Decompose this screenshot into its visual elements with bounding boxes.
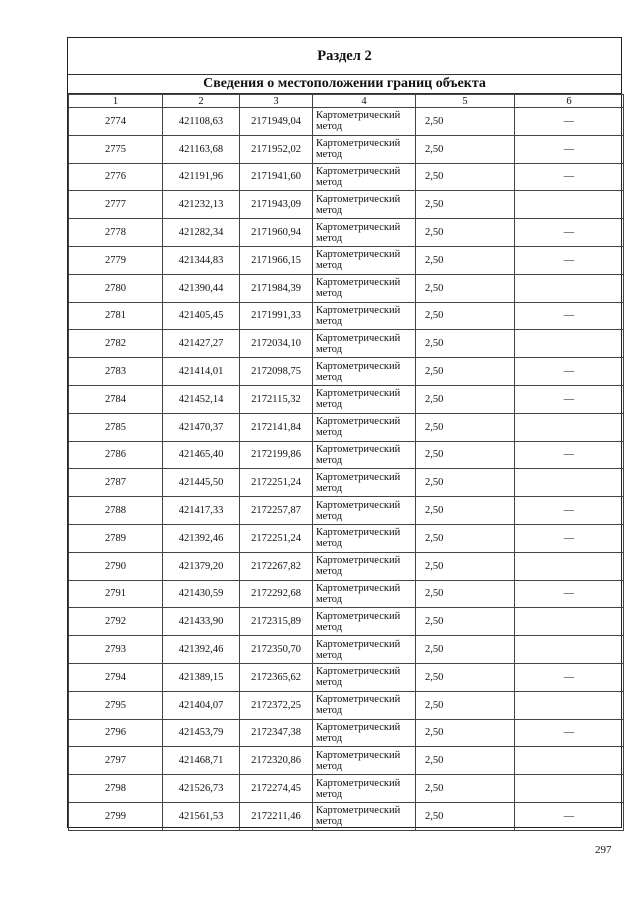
table-row — [69, 302, 624, 330]
y-coordinate-cell: 2172199,86 — [240, 441, 313, 469]
table-row — [69, 691, 624, 719]
method-cell: Картометрический метод — [313, 552, 416, 580]
y-coordinate-cell: 2172115,32 — [240, 385, 313, 413]
x-coordinate-cell: 421392,46 — [163, 636, 240, 664]
method-cell: Картометрический метод — [313, 497, 416, 525]
description-cell — [515, 552, 624, 580]
table-row — [69, 274, 624, 302]
accuracy-cell: 2,50 — [416, 330, 515, 358]
x-coordinate-cell: 421445,50 — [163, 469, 240, 497]
x-coordinate-cell: 421389,15 — [163, 663, 240, 691]
accuracy-cell: 2,50 — [416, 580, 515, 608]
table-row — [69, 163, 624, 191]
table-row — [69, 358, 624, 386]
table-row — [69, 747, 624, 775]
y-coordinate-cell: 2172350,70 — [240, 636, 313, 664]
column-header: 5 — [416, 95, 515, 108]
x-coordinate-cell: 421430,59 — [163, 580, 240, 608]
point-number-cell: 2788 — [69, 497, 163, 525]
y-coordinate-cell: 2171941,60 — [240, 163, 313, 191]
table-row — [69, 775, 624, 803]
table-title: Сведения о местоположении границ объекта — [68, 74, 621, 94]
description-cell: — — [515, 719, 624, 747]
description-cell — [515, 413, 624, 441]
method-cell: Картометрический метод — [313, 802, 416, 830]
page-number: 297 — [595, 844, 612, 856]
accuracy-cell: 2,50 — [416, 691, 515, 719]
accuracy-cell: 2,50 — [416, 802, 515, 830]
x-coordinate-cell: 421470,37 — [163, 413, 240, 441]
point-number-cell: 2792 — [69, 608, 163, 636]
method-cell: Картометрический метод — [313, 469, 416, 497]
y-coordinate-cell: 2171943,09 — [240, 191, 313, 219]
x-coordinate-cell: 421379,20 — [163, 552, 240, 580]
description-cell — [515, 608, 624, 636]
accuracy-cell: 2,50 — [416, 163, 515, 191]
point-number-cell: 2781 — [69, 302, 163, 330]
method-cell: Картометрический метод — [313, 108, 416, 136]
x-coordinate-cell: 421390,44 — [163, 274, 240, 302]
method-cell: Картометрический метод — [313, 719, 416, 747]
description-cell: — — [515, 246, 624, 274]
description-cell: — — [515, 135, 624, 163]
y-coordinate-cell: 2172315,89 — [240, 608, 313, 636]
method-cell: Картометрический метод — [313, 385, 416, 413]
y-coordinate-cell: 2172251,24 — [240, 524, 313, 552]
point-number-cell: 2776 — [69, 163, 163, 191]
point-number-cell: 2775 — [69, 135, 163, 163]
y-coordinate-cell: 2171984,39 — [240, 274, 313, 302]
accuracy-cell: 2,50 — [416, 441, 515, 469]
description-cell: — — [515, 219, 624, 247]
table-header-row — [69, 95, 624, 108]
x-coordinate-cell: 421405,45 — [163, 302, 240, 330]
column-header: 2 — [163, 95, 240, 108]
method-cell: Картометрический метод — [313, 413, 416, 441]
description-cell: — — [515, 580, 624, 608]
accuracy-cell: 2,50 — [416, 497, 515, 525]
method-cell: Картометрический метод — [313, 441, 416, 469]
description-cell: — — [515, 108, 624, 136]
point-number-cell: 2780 — [69, 274, 163, 302]
x-coordinate-cell: 421282,34 — [163, 219, 240, 247]
method-cell: Картометрический метод — [313, 663, 416, 691]
accuracy-cell: 2,50 — [416, 385, 515, 413]
y-coordinate-cell: 2172347,38 — [240, 719, 313, 747]
accuracy-cell: 2,50 — [416, 469, 515, 497]
point-number-cell: 2789 — [69, 524, 163, 552]
method-cell: Картометрический метод — [313, 636, 416, 664]
description-cell: — — [515, 802, 624, 830]
x-coordinate-cell: 421465,40 — [163, 441, 240, 469]
y-coordinate-cell: 2172141,84 — [240, 413, 313, 441]
method-cell: Картометрический метод — [313, 219, 416, 247]
table-row — [69, 413, 624, 441]
column-header: 1 — [69, 95, 163, 108]
table-row — [69, 636, 624, 664]
accuracy-cell: 2,50 — [416, 219, 515, 247]
point-number-cell: 2791 — [69, 580, 163, 608]
x-coordinate-cell: 421453,79 — [163, 719, 240, 747]
description-cell: — — [515, 358, 624, 386]
method-cell: Картометрический метод — [313, 163, 416, 191]
table-row — [69, 108, 624, 136]
x-coordinate-cell: 421417,33 — [163, 497, 240, 525]
point-number-cell: 2795 — [69, 691, 163, 719]
accuracy-cell: 2,50 — [416, 191, 515, 219]
method-cell: Картометрический метод — [313, 330, 416, 358]
table-row — [69, 580, 624, 608]
table-row — [69, 802, 624, 830]
point-number-cell: 2797 — [69, 747, 163, 775]
point-number-cell: 2777 — [69, 191, 163, 219]
description-cell — [515, 469, 624, 497]
accuracy-cell: 2,50 — [416, 413, 515, 441]
table-row — [69, 219, 624, 247]
accuracy-cell: 2,50 — [416, 747, 515, 775]
method-cell: Картометрический метод — [313, 747, 416, 775]
method-cell: Картометрический метод — [313, 246, 416, 274]
x-coordinate-cell: 421561,53 — [163, 802, 240, 830]
point-number-cell: 2785 — [69, 413, 163, 441]
x-coordinate-cell: 421163,68 — [163, 135, 240, 163]
y-coordinate-cell: 2172251,24 — [240, 469, 313, 497]
y-coordinate-cell: 2172034,10 — [240, 330, 313, 358]
x-coordinate-cell: 421526,73 — [163, 775, 240, 803]
y-coordinate-cell: 2171966,15 — [240, 246, 313, 274]
table-row — [69, 441, 624, 469]
y-coordinate-cell: 2172365,62 — [240, 663, 313, 691]
y-coordinate-cell: 2172292,68 — [240, 580, 313, 608]
accuracy-cell: 2,50 — [416, 246, 515, 274]
document-frame — [67, 37, 622, 828]
accuracy-cell: 2,50 — [416, 775, 515, 803]
description-cell: — — [515, 302, 624, 330]
y-coordinate-cell: 2171991,33 — [240, 302, 313, 330]
description-cell — [515, 775, 624, 803]
accuracy-cell: 2,50 — [416, 302, 515, 330]
point-number-cell: 2782 — [69, 330, 163, 358]
point-number-cell: 2796 — [69, 719, 163, 747]
y-coordinate-cell: 2171949,04 — [240, 108, 313, 136]
accuracy-cell: 2,50 — [416, 552, 515, 580]
method-cell: Картометрический метод — [313, 775, 416, 803]
point-number-cell: 2790 — [69, 552, 163, 580]
y-coordinate-cell: 2172211,46 — [240, 802, 313, 830]
method-cell: Картометрический метод — [313, 191, 416, 219]
y-coordinate-cell: 2172320,86 — [240, 747, 313, 775]
accuracy-cell: 2,50 — [416, 274, 515, 302]
method-cell: Картометрический метод — [313, 580, 416, 608]
point-number-cell: 2799 — [69, 802, 163, 830]
accuracy-cell: 2,50 — [416, 524, 515, 552]
point-number-cell: 2778 — [69, 219, 163, 247]
table-row — [69, 497, 624, 525]
accuracy-cell: 2,50 — [416, 358, 515, 386]
description-cell — [515, 691, 624, 719]
y-coordinate-cell: 2172267,82 — [240, 552, 313, 580]
accuracy-cell: 2,50 — [416, 608, 515, 636]
x-coordinate-cell: 421404,07 — [163, 691, 240, 719]
table-row — [69, 385, 624, 413]
point-number-cell: 2793 — [69, 636, 163, 664]
description-cell: — — [515, 163, 624, 191]
point-number-cell: 2794 — [69, 663, 163, 691]
x-coordinate-cell: 421414,01 — [163, 358, 240, 386]
point-number-cell: 2787 — [69, 469, 163, 497]
description-cell — [515, 636, 624, 664]
table-row — [69, 552, 624, 580]
accuracy-cell: 2,50 — [416, 135, 515, 163]
table-row — [69, 663, 624, 691]
x-coordinate-cell: 421232,13 — [163, 191, 240, 219]
y-coordinate-cell: 2172274,45 — [240, 775, 313, 803]
y-coordinate-cell: 2171952,02 — [240, 135, 313, 163]
table-row — [69, 608, 624, 636]
point-number-cell: 2786 — [69, 441, 163, 469]
accuracy-cell: 2,50 — [416, 663, 515, 691]
x-coordinate-cell: 421392,46 — [163, 524, 240, 552]
point-number-cell: 2774 — [69, 108, 163, 136]
method-cell: Картометрический метод — [313, 135, 416, 163]
y-coordinate-cell: 2172098,75 — [240, 358, 313, 386]
description-cell: — — [515, 441, 624, 469]
table-row — [69, 469, 624, 497]
accuracy-cell: 2,50 — [416, 108, 515, 136]
description-cell — [515, 274, 624, 302]
description-cell — [515, 191, 624, 219]
section-title: Раздел 2 — [68, 38, 621, 75]
method-cell: Картометрический метод — [313, 608, 416, 636]
accuracy-cell: 2,50 — [416, 719, 515, 747]
method-cell: Картометрический метод — [313, 524, 416, 552]
description-cell: — — [515, 385, 624, 413]
point-number-cell: 2798 — [69, 775, 163, 803]
point-number-cell: 2783 — [69, 358, 163, 386]
x-coordinate-cell: 421191,96 — [163, 163, 240, 191]
column-header: 6 — [515, 95, 624, 108]
method-cell: Картометрический метод — [313, 302, 416, 330]
y-coordinate-cell: 2171960,94 — [240, 219, 313, 247]
description-cell — [515, 747, 624, 775]
boundary-table — [68, 94, 624, 831]
table-row — [69, 719, 624, 747]
y-coordinate-cell: 2172372,25 — [240, 691, 313, 719]
method-cell: Картометрический метод — [313, 274, 416, 302]
table-row — [69, 135, 624, 163]
x-coordinate-cell: 421108,63 — [163, 108, 240, 136]
x-coordinate-cell: 421433,90 — [163, 608, 240, 636]
point-number-cell: 2779 — [69, 246, 163, 274]
method-cell: Картометрический метод — [313, 358, 416, 386]
table-row — [69, 330, 624, 358]
method-cell: Картометрический метод — [313, 691, 416, 719]
description-cell: — — [515, 524, 624, 552]
x-coordinate-cell: 421468,71 — [163, 747, 240, 775]
x-coordinate-cell: 421452,14 — [163, 385, 240, 413]
table-row — [69, 246, 624, 274]
description-cell — [515, 330, 624, 358]
y-coordinate-cell: 2172257,87 — [240, 497, 313, 525]
column-header: 3 — [240, 95, 313, 108]
x-coordinate-cell: 421427,27 — [163, 330, 240, 358]
accuracy-cell: 2,50 — [416, 636, 515, 664]
table-row — [69, 191, 624, 219]
table-row — [69, 524, 624, 552]
description-cell: — — [515, 497, 624, 525]
column-header: 4 — [313, 95, 416, 108]
point-number-cell: 2784 — [69, 385, 163, 413]
description-cell: — — [515, 663, 624, 691]
x-coordinate-cell: 421344,83 — [163, 246, 240, 274]
